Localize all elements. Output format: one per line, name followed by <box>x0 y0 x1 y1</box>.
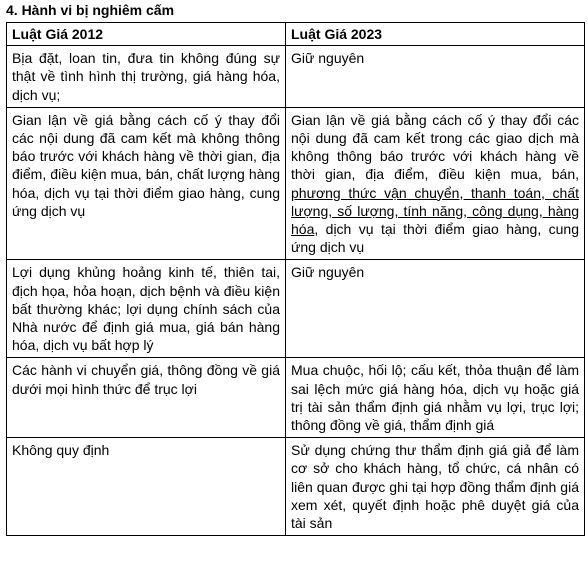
column-header-2023: Luật Giá 2023 <box>286 23 585 46</box>
cell-2023 <box>286 107 585 260</box>
cell-2023 <box>286 438 585 536</box>
table-row <box>7 358 585 438</box>
cell-2023-text: Mua chuộc, hối lộ; cấu kết, thỏa thuận để làm sai lệch mức giá hàng hóa, dịch vụ hoặc giá trị tài sản thẩm định giá nhằm vụ lợi, trục lợi; thông đồng về giá, thẩm định giá <box>291 362 579 434</box>
comparison-table <box>6 22 585 536</box>
cell-2012: Gian lận về giá bằng cách cố ý thay đổi các nội dung đã cam kết mà không thông báo trước với khách hàng về thời gian, địa điểm, điều kiện mua, bán, chất lượng hàng hóa, dịch vụ tại thời điểm giao hàng, cung ứng dịch vụ <box>7 107 286 260</box>
cell-2023-text: Giữ nguyên <box>291 264 365 281</box>
cell-2023 <box>286 358 585 438</box>
table-row <box>7 260 585 358</box>
section-title: 4. Hành vi bị nghiêm cấm <box>6 2 175 18</box>
cell-2023-text: Sử dụng chứng thư thẩm định giá giả để làm cơ sở cho khách hàng, tổ chức, cá nhân có liên quan được ghi tại hợp đồng thẩm định giá xem xét, quyết định hoặc phê duyệt giá của tài sản <box>291 442 579 532</box>
amended-text-underlined: phương thức vận chuyển, thanh toán, chất lượng, số lượng, tính năng, công dụng, hàng hóa <box>291 184 579 238</box>
table-row <box>7 107 585 260</box>
table-header-row <box>7 23 585 46</box>
cell-2023 <box>286 46 585 108</box>
table-row <box>7 438 585 536</box>
cell-2023 <box>286 260 585 358</box>
cell-2012: Bịa đặt, loan tin, đưa tin không đúng sự thật về tình hình thị trường, giá hàng hóa, dịch vụ; <box>7 46 286 108</box>
cell-2023-text: Gian lận về giá bằng cách cố ý thay đổi các nội dung đã cam kết trong các giao dịch mà không thông báo trước với khách hàng về thời gian, địa điểm, điều kiện mua, bán, <box>291 111 579 183</box>
cell-2023-text-tail: , dịch vụ tại thời điểm giao hàng, cung ứng dịch vụ <box>291 221 579 256</box>
cell-2012: Lợi dụng khủng hoảng kinh tế, thiên tai, địch họa, hỏa hoạn, dịch bệnh và điều kiện bất thường khác; lợi dụng chính sách của Nhà nước để định giá mua, giá bán hàng hóa, dịch vụ bất hợp lý <box>7 260 286 358</box>
cell-2012: Không quy định <box>7 438 286 536</box>
column-header-2012: Luật Giá 2012 <box>7 23 286 46</box>
cell-2023-text: Giữ nguyên <box>291 50 365 67</box>
table-row <box>7 46 585 108</box>
cell-2012: Các hành vi chuyển giá, thông đồng về giá dưới mọi hình thức để trục lợi <box>7 358 286 438</box>
